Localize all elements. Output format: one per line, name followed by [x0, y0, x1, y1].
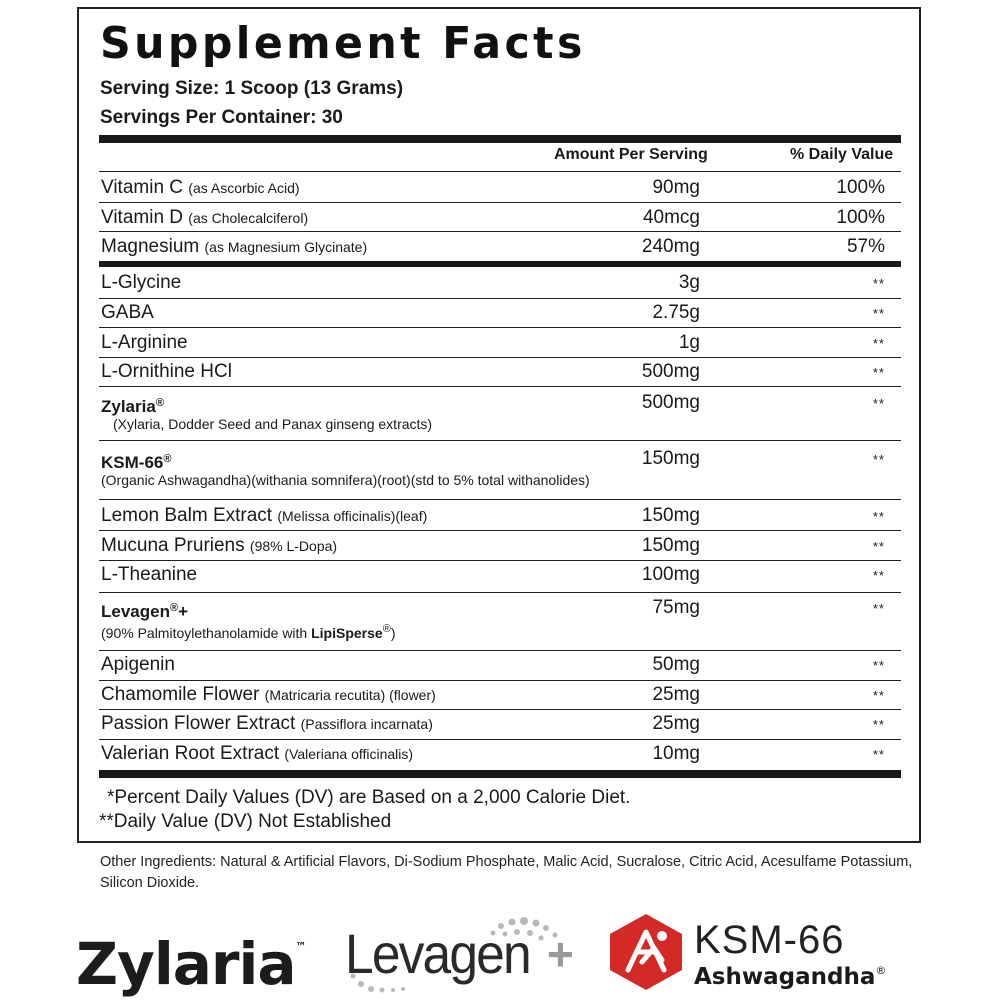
ingredient-description: (90% Palmitoylethanolamide with LipiSperse®): [101, 623, 396, 641]
dv-column-header: % Daily Value: [790, 146, 894, 163]
nutrient-amount: 40mcg: [642, 207, 700, 228]
ingredient-amount: 50mg: [652, 654, 700, 675]
ingredient-dv: **: [872, 747, 885, 762]
ksm66-logo: [606, 912, 936, 992]
row-divider: [99, 298, 901, 299]
ingredient-name: Passion Flower Extract (Passiflora incarnata): [101, 713, 433, 734]
ksm66-wordmark: KSM-66: [694, 918, 845, 962]
ingredient-name: Valerian Root Extract (Valeriana officinalis): [101, 743, 414, 764]
ingredient-amount: 150mg: [641, 505, 700, 526]
levagen-wordmark: Levagen: [345, 922, 530, 985]
nutrient-name: Vitamin C (as Ascorbic Acid): [101, 177, 300, 198]
ingredient-name: Mucuna Pruriens (98% L-Dopa): [101, 535, 338, 556]
ingredient-amount: 100mg: [641, 564, 700, 585]
ingredient-amount: 150mg: [641, 448, 700, 469]
ingredient-amount: 25mg: [652, 713, 700, 734]
mid-thick-rule: [99, 261, 901, 267]
ingredient-description: (Organic Ashwagandha)(withania somnifera)(root)(std to 5% total withanolides): [101, 472, 590, 488]
ingredient-name: Levagen®+: [101, 602, 189, 621]
row-divider: [99, 499, 901, 500]
row-divider: [99, 530, 901, 531]
ingredient-name: Apigenin: [101, 654, 175, 675]
row-divider: [99, 680, 901, 681]
row-divider: [99, 327, 901, 328]
ingredient-name: Lemon Balm Extract (Melissa officinalis)(leaf): [101, 505, 428, 526]
ingredient-amount: 75mg: [652, 597, 700, 618]
ingredient-dv: **: [872, 509, 885, 524]
ingredient-name: L-Arginine: [101, 332, 188, 353]
top-thick-rule: [99, 135, 901, 143]
servings-per-container: Servings Per Container: 30: [100, 107, 343, 128]
ingredient-amount: 150mg: [641, 535, 700, 556]
bottom-thick-rule: [99, 770, 901, 778]
ingredient-name: L-Theanine: [101, 564, 198, 585]
ashwagandha-wordmark: Ashwagandha®: [694, 964, 887, 990]
ingredient-name: GABA: [101, 302, 154, 323]
levagen-plus: +: [547, 928, 574, 980]
ingredient-dv: **: [872, 336, 885, 351]
ingredient-dv: **: [872, 276, 885, 291]
ingredient-dv: **: [872, 658, 885, 673]
ingredient-name: Chamomile Flower (Matricaria recutita) (flower): [101, 684, 436, 705]
ingredient-amount: 1g: [678, 332, 700, 353]
ingredient-dv: **: [872, 539, 885, 554]
amount-column-header: Amount Per Serving: [554, 146, 708, 163]
ingredient-name: L-Glycine: [101, 272, 182, 293]
ingredient-amount: 3g: [678, 272, 700, 293]
other-ingredients: Other Ingredients: Natural & Artificial Flavors, Di-Sodium Phosphate, Malic Acid, Sucralose, Citric Acid, Acesulfame Potassium, Silicon Dioxide.: [100, 854, 913, 891]
row-divider: [99, 709, 901, 710]
row-divider: [99, 560, 901, 561]
ingredient-name: L-Ornithine HCl: [101, 361, 232, 382]
ingredient-amount: 25mg: [652, 684, 700, 705]
row-divider: [99, 739, 901, 740]
row-divider: [99, 357, 901, 358]
ingredient-name: Zylaria®: [101, 397, 164, 416]
ingredient-amount: 500mg: [641, 361, 700, 382]
ingredient-dv: **: [872, 688, 885, 703]
nutrient-name: Magnesium (as Magnesium Glycinate): [101, 236, 368, 257]
nutrient-amount: 90mg: [652, 177, 700, 198]
page-title: Supplement Facts: [100, 18, 586, 69]
ingredient-dv: **: [872, 396, 885, 411]
zylaria-logo: Zylaria™: [76, 930, 307, 998]
ingredient-dv: **: [872, 568, 885, 583]
levagen-logo: [345, 914, 585, 994]
dv-footnote: *Percent Daily Values (DV) are Based on a 2,000 Calorie Diet.: [107, 787, 631, 808]
header-divider: [99, 171, 901, 172]
ingredient-amount: 10mg: [652, 743, 700, 764]
ingredient-dv: **: [872, 601, 885, 616]
ingredient-description: (Xylaria, Dodder Seed and Panax ginseng extracts): [113, 416, 433, 432]
nutrient-dv: 100%: [836, 207, 885, 228]
nutrient-dv: 57%: [846, 236, 885, 257]
serving-size: Serving Size: 1 Scoop (13 Grams): [100, 78, 404, 99]
ingredient-amount: 2.75g: [652, 302, 700, 323]
ingredient-name: KSM-66®: [101, 453, 172, 472]
row-divider: [99, 386, 901, 387]
ksm66-badge-icon: [606, 912, 686, 992]
nutrient-dv: 100%: [836, 177, 885, 198]
ingredient-dv: **: [872, 452, 885, 467]
row-divider: [99, 650, 901, 651]
nutrient-name: Vitamin D (as Cholecalciferol): [101, 207, 309, 228]
row-divider: [99, 440, 901, 441]
row-divider: [99, 592, 901, 593]
row-divider: [99, 231, 901, 232]
nutrient-amount: 240mg: [641, 236, 700, 257]
ingredient-dv: **: [872, 365, 885, 380]
not-established-footnote: **Daily Value (DV) Not Established: [99, 811, 392, 832]
row-divider: [99, 202, 901, 203]
ingredient-dv: **: [872, 717, 885, 732]
ingredient-dv: **: [872, 306, 885, 321]
ingredient-amount: 500mg: [641, 392, 700, 413]
